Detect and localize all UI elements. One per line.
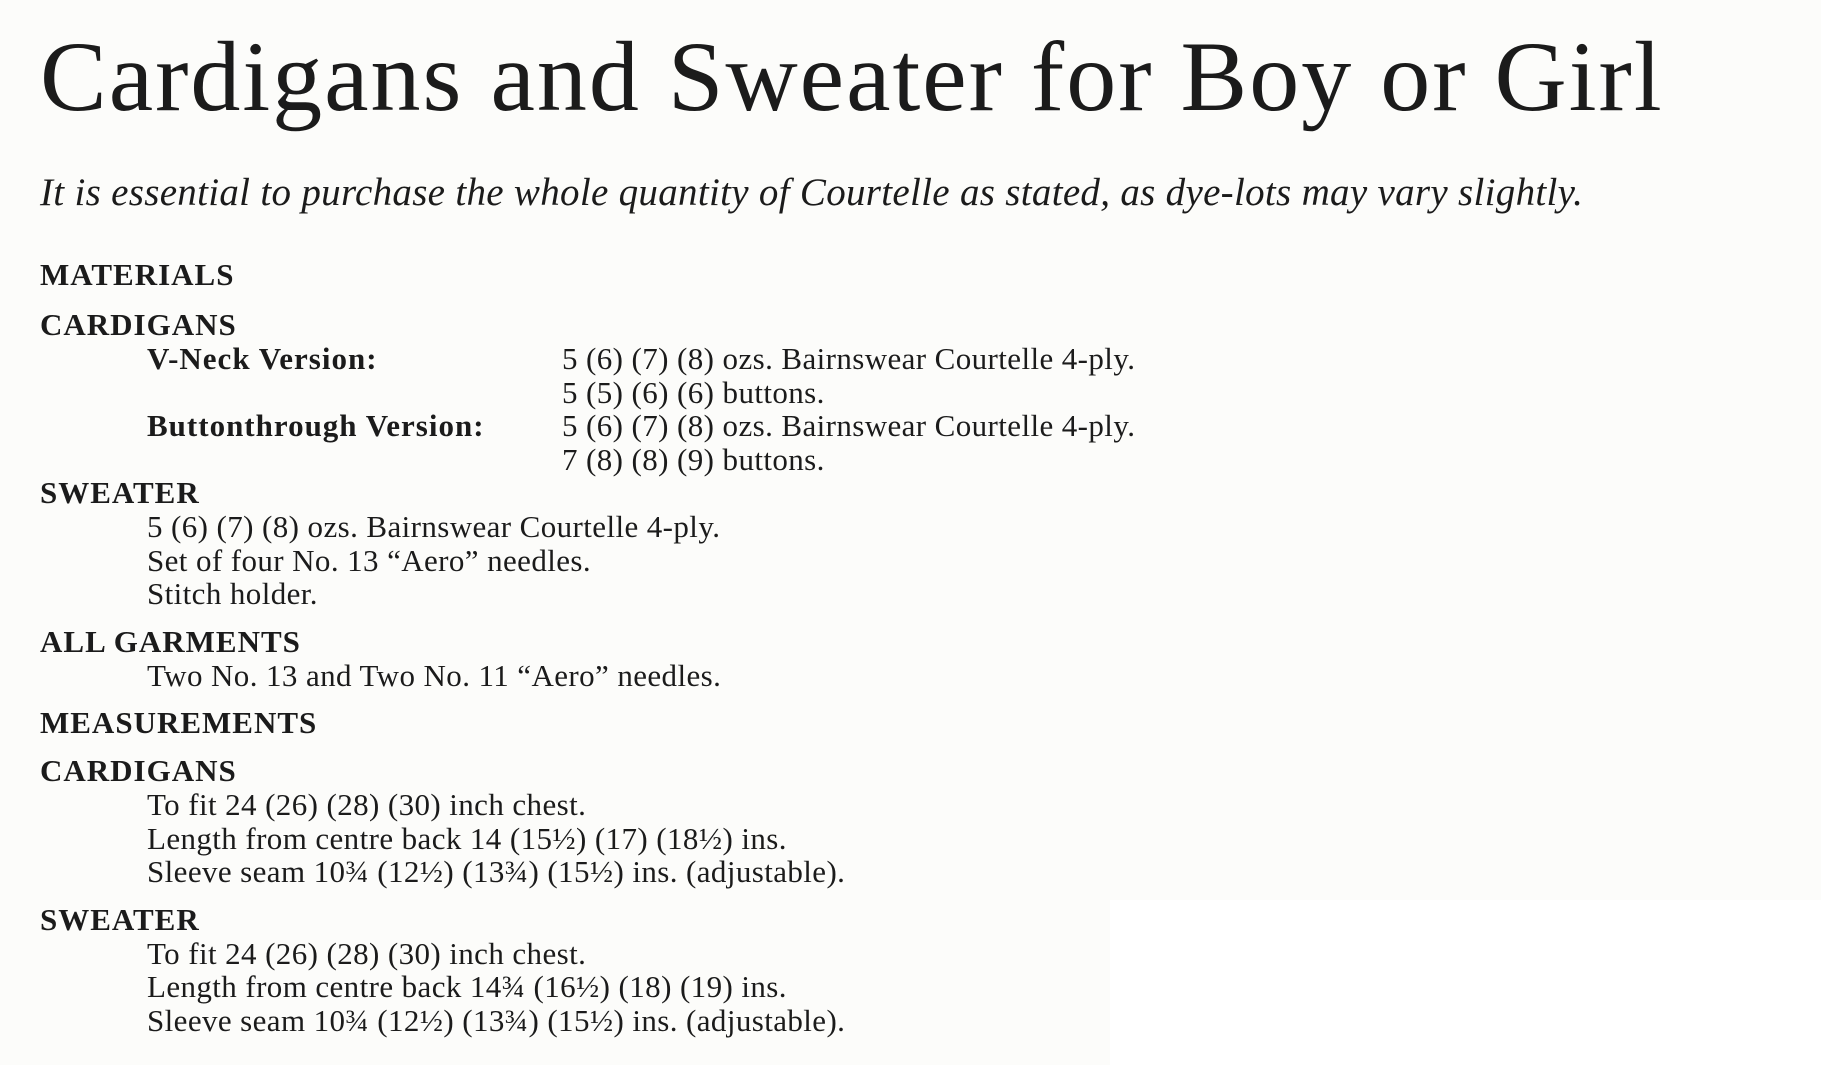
cardigans-chest: To fit 24 (26) (28) (30) inch chest. — [147, 787, 587, 822]
v-neck-version — [40, 342, 1740, 409]
purchase-note: It is essential to purchase the whole quantity of Courtelle as stated, as dye-lots may vary slightly. — [40, 171, 1584, 214]
buttonthrough-version-label: Buttonthrough Version: — [147, 408, 485, 443]
cardigans-sleeve-seam: Sleeve seam 10¾ (12½) (13¾) (15½) ins. (adjustable). — [147, 854, 846, 889]
materials-heading: MATERIALS — [40, 257, 235, 292]
v-neck-yarn: 5 (6) (7) (8) ozs. Bairnswear Courtelle 4-ply. — [562, 341, 1136, 376]
sweater-sleeve-seam: Sleeve seam 10¾ (12½) (13¾) (15½) ins. (adjustable). — [147, 1002, 846, 1038]
buttonthrough-version — [40, 409, 1740, 476]
sweater-chest: To fit 24 (26) (28) (30) inch chest. — [147, 935, 587, 971]
sweater-needles: Set of four No. 13 “Aero” needles. — [147, 542, 592, 578]
all-garments-needles: Two No. 13 and Two No. 11 “Aero” needles. — [147, 657, 722, 693]
all-garments-heading: ALL GARMENTS — [40, 623, 301, 659]
buttonthrough-buttons: 7 (8) (8) (9) buttons. — [562, 441, 825, 477]
measurements-sweater-heading: SWEATER — [40, 901, 200, 937]
sweater-length: Length from centre back 14¾ (16½) (18) (19) ins. — [147, 969, 787, 1004]
measurements-heading: MEASUREMENTS — [40, 705, 318, 740]
buttonthrough-yarn: 5 (6) (7) (8) ozs. Bairnswear Courtelle 4-ply. — [562, 408, 1136, 443]
sweater-yarn: 5 (6) (7) (8) ozs. Bairnswear Courtelle 4-ply. — [147, 509, 721, 544]
page-title: Cardigans and Sweater for Boy or Girl — [40, 21, 1664, 132]
pattern-details — [40, 258, 1740, 1037]
materials-cardigans-heading: CARDIGANS — [40, 307, 237, 342]
v-neck-version-label: V-Neck Version: — [147, 341, 378, 376]
measurements-cardigans-heading: CARDIGANS — [40, 753, 237, 788]
cardigans-length: Length from centre back 14 (15½) (17) (18½) ins. — [147, 820, 787, 856]
sweater-stitch-holder: Stitch holder. — [147, 576, 318, 611]
materials-sweater-heading: SWEATER — [40, 475, 200, 510]
v-neck-buttons: 5 (5) (6) (6) buttons. — [562, 374, 825, 410]
